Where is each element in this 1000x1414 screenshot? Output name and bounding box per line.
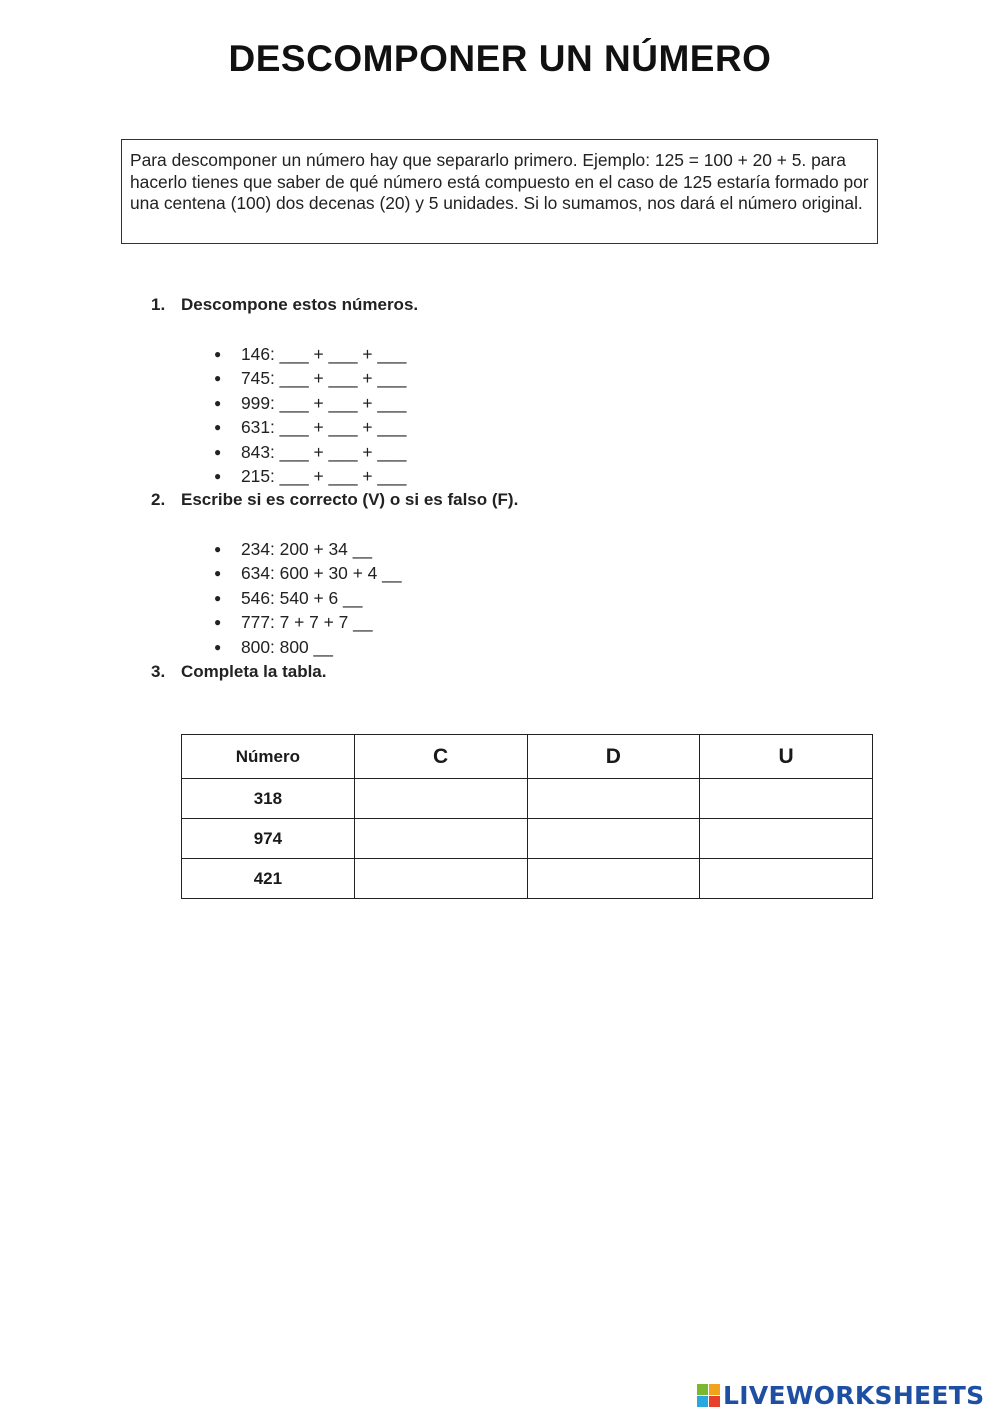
bullet-icon: ●: [214, 395, 222, 410]
row-number: 974: [182, 819, 355, 859]
logo-block: [697, 1384, 708, 1395]
question-3-number: 3.: [151, 662, 166, 681]
answer-cell-c[interactable]: [354, 819, 527, 859]
list-item-text: 745: ___ + ___ + ___: [241, 368, 407, 389]
table-row: [182, 819, 873, 859]
bullet-icon: ●: [214, 444, 222, 459]
list-item-text: 546: 540 + 6 __: [241, 587, 363, 608]
header-decenas: D: [527, 735, 700, 779]
question-1-title: [151, 295, 418, 315]
table-header-row: [182, 735, 873, 779]
question-3-title: [151, 662, 326, 682]
list-item-text: 146: ___ + ___ + ___: [241, 344, 407, 364]
list-item-text: 800: 800 __: [241, 636, 333, 657]
question-2-text: Escribe si es correcto (V) o si es falso (F).: [181, 490, 519, 509]
list-item-text: 234: 200 + 34 __: [241, 539, 373, 559]
answer-cell-u[interactable]: [700, 859, 873, 899]
answer-cell-c[interactable]: [354, 859, 527, 899]
answer-cell-u[interactable]: [700, 779, 873, 819]
place-value-table: [181, 734, 873, 899]
row-number: 421: [182, 859, 355, 899]
answer-cell-d[interactable]: [527, 859, 700, 899]
logo-block: [709, 1384, 720, 1395]
list-item[interactable]: [214, 635, 402, 659]
list-item-text: 843: ___ + ___ + ___: [241, 441, 407, 462]
question-1-list: [214, 342, 406, 488]
list-item-text: 215: ___ + ___ + ___: [241, 465, 407, 486]
bullet-icon: ●: [214, 347, 222, 361]
header-unidades: U: [700, 735, 873, 779]
list-item-text: 631: ___ + ___ + ___: [241, 417, 407, 438]
table-row: [182, 779, 873, 819]
brand-name: LIVEWORKSHEETS: [723, 1381, 985, 1410]
header-numero: Número: [182, 735, 355, 779]
intro-text: Para descomponer un número hay que separarlo primero. Ejemplo: 125 = 100 + 20 + 5. para hacerlo tienes que saber de qué número está compuesto en el caso de 125 estaría formado por una centena (100) dos decenas (20) y 5 unidades. Si lo sumamos, nos dará el número original.: [130, 150, 869, 214]
bullet-icon: ●: [214, 615, 222, 630]
intro-box: [121, 139, 878, 244]
logo-block: [709, 1396, 720, 1407]
list-item-text: 777: 7 + 7 + 7 __: [241, 612, 373, 633]
list-item[interactable]: [214, 610, 402, 634]
bullet-icon: ●: [214, 371, 222, 386]
list-item[interactable]: [214, 586, 402, 610]
question-2-title: [151, 490, 518, 510]
list-item[interactable]: [214, 440, 406, 464]
answer-cell-c[interactable]: [354, 779, 527, 819]
row-number: 318: [182, 779, 355, 819]
question-2-list: [214, 537, 402, 659]
bullet-icon: ●: [214, 420, 222, 435]
bullet-icon: ●: [214, 542, 222, 556]
question-2-number: 2.: [151, 490, 166, 509]
page-title: DESCOMPONER UN NÚMERO: [228, 38, 772, 79]
list-item[interactable]: [214, 464, 406, 488]
bullet-icon: ●: [214, 468, 222, 483]
list-item[interactable]: [214, 391, 406, 415]
logo-blocks-icon: [697, 1384, 720, 1407]
list-item-text: 634: 600 + 30 + 4 __: [241, 563, 402, 584]
list-item[interactable]: [214, 561, 402, 585]
liveworksheets-logo: [697, 1381, 984, 1410]
bullet-icon: ●: [214, 590, 222, 605]
header-centenas: C: [354, 735, 527, 779]
list-item[interactable]: [214, 366, 406, 390]
bullet-icon: ●: [214, 639, 222, 654]
table-row: [182, 859, 873, 899]
list-item[interactable]: [214, 342, 406, 366]
question-3-text: Completa la tabla.: [181, 662, 327, 681]
list-item[interactable]: [214, 415, 406, 439]
answer-cell-d[interactable]: [527, 779, 700, 819]
answer-cell-u[interactable]: [700, 819, 873, 859]
list-item[interactable]: [214, 537, 402, 561]
logo-block: [697, 1396, 708, 1407]
question-1-text: Descompone estos números.: [181, 295, 419, 314]
bullet-icon: ●: [214, 566, 222, 581]
list-item-text: 999: ___ + ___ + ___: [241, 392, 407, 413]
answer-cell-d[interactable]: [527, 819, 700, 859]
question-1-number: 1.: [151, 295, 166, 314]
